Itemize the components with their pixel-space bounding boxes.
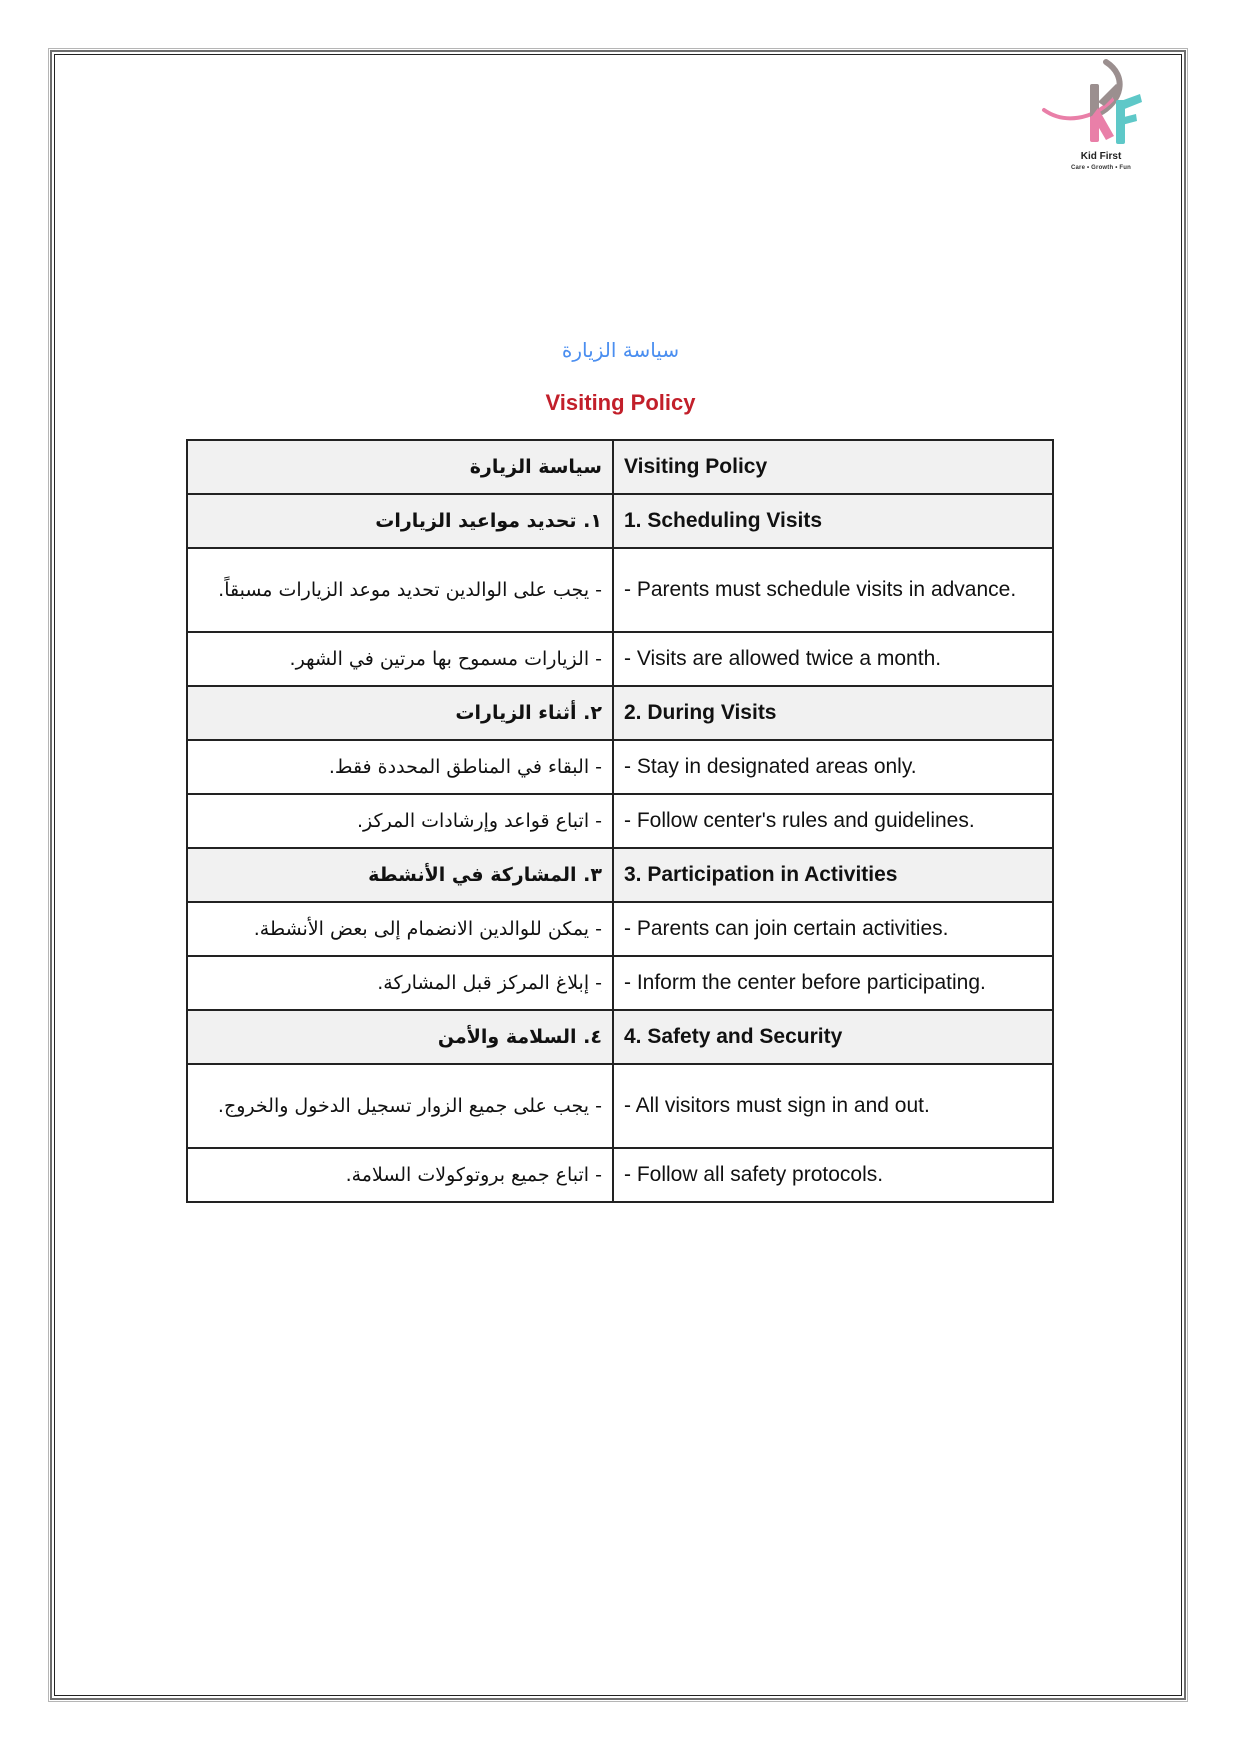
section-cell-arabic: ٤. السلامة والأمن [187,1010,613,1064]
table-header-row [187,440,1053,494]
cell-arabic: - الزيارات مسموح بها مرتين في الشهر. [187,632,613,686]
cell-english: - Visits are allowed twice a month. [613,632,1053,686]
section-row [187,686,1053,740]
cell-english: - All visitors must sign in and out. [613,1064,1053,1148]
cell-arabic: - يجب على الوالدين تحديد موعد الزيارات مسبقاً. [187,548,613,632]
cell-arabic: - إبلاغ المركز قبل المشاركة. [187,956,613,1010]
section-cell-arabic: ١. تحديد مواعيد الزيارات [187,494,613,548]
cell-arabic: - اتباع قواعد وإرشادات المركز. [187,794,613,848]
header-cell-arabic: سياسة الزيارة [187,440,613,494]
section-cell-english: 3. Participation in Activities [613,848,1053,902]
section-cell-english: 1. Scheduling Visits [613,494,1053,548]
cell-arabic: - البقاء في المناطق المحددة فقط. [187,740,613,794]
cell-english: - Inform the center before participating. [613,956,1053,1010]
table-row [187,740,1053,794]
kf-monogram-icon [1036,58,1166,153]
title-arabic: سياسة الزيارة [561,338,680,362]
header-cell-english: Visiting Policy [613,440,1053,494]
section-row [187,848,1053,902]
table-row [187,548,1053,632]
table-row [187,902,1053,956]
cell-english: - Parents can join certain activities. [613,902,1053,956]
logo-tagline: Care • Growth • Fun [1070,165,1131,171]
table-row [187,1064,1053,1148]
logo-name: Kid First [1080,151,1122,162]
section-row [187,1010,1053,1064]
policy-table [186,439,1054,1203]
section-row [187,494,1053,548]
cell-arabic: - اتباع جميع بروتوكولات السلامة. [187,1148,613,1202]
table-row [187,794,1053,848]
cell-english: - Parents must schedule visits in advance. [613,548,1053,632]
table-row [187,956,1053,1010]
section-cell-english: 2. During Visits [613,686,1053,740]
section-cell-arabic: ٢. أثناء الزيارات [187,686,613,740]
table-row [187,632,1053,686]
cell-arabic: - يمكن للوالدين الانضمام إلى بعض الأنشطة. [187,902,613,956]
title-english: Visiting Policy [545,390,696,415]
cell-arabic: - يجب على جميع الزوار تسجيل الدخول والخروج. [187,1064,613,1148]
cell-english: - Stay in designated areas only. [613,740,1053,794]
section-cell-arabic: ٣. المشاركة في الأنشطة [187,848,613,902]
table-row [187,1148,1053,1202]
cell-english: - Follow all safety protocols. [613,1148,1053,1202]
kid-first-logo [1036,58,1166,178]
cell-english: - Follow center's rules and guidelines. [613,794,1053,848]
section-cell-english: 4. Safety and Security [613,1010,1053,1064]
